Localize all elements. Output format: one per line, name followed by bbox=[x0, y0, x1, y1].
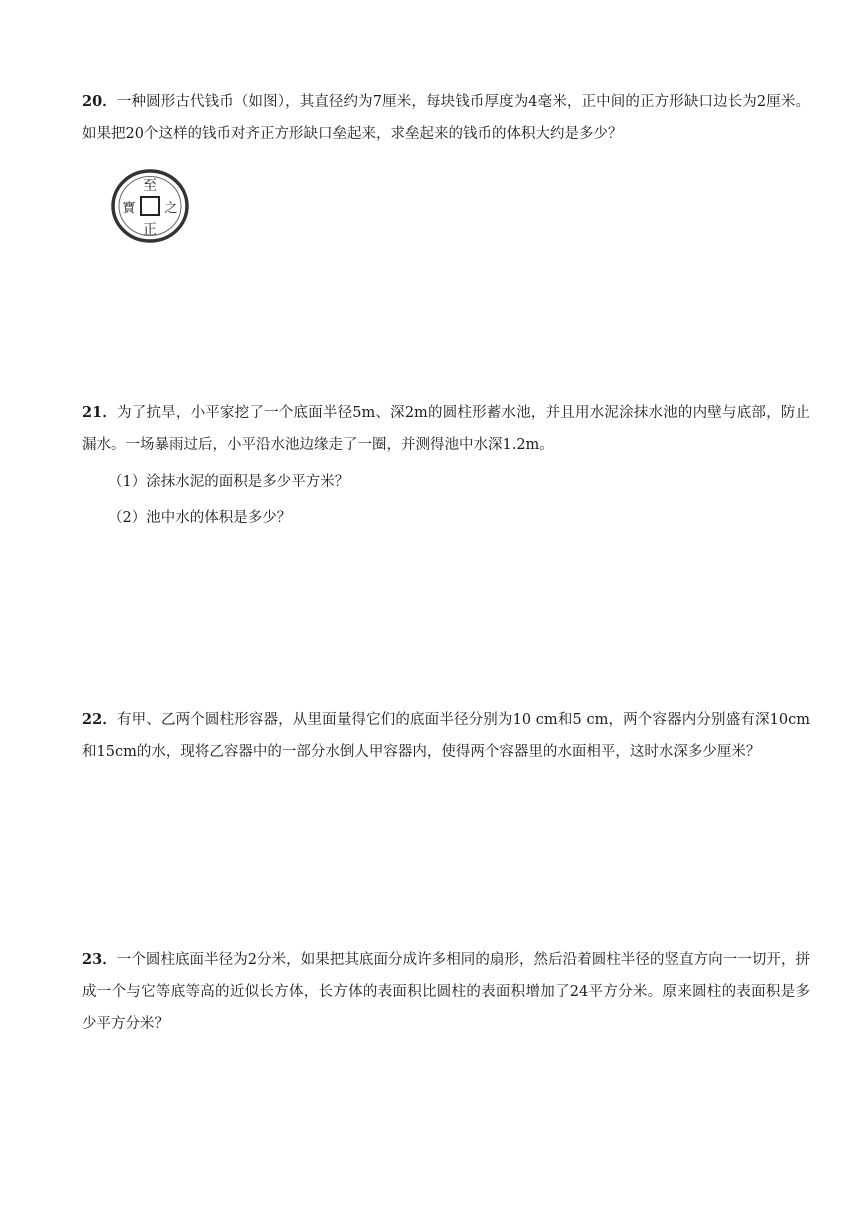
question-22-text bbox=[82, 704, 810, 768]
question-body: 为了抗旱，小平家挖了一个底面半径5m、深2m的圆柱形蓄水池，并且用水泥涂抹水池的内壁与底部，防止漏水。一场暴雨过后，小平沿水池边缘走了一圈，并测得池中水深1.2m。 bbox=[82, 405, 810, 453]
question-20 bbox=[82, 86, 810, 150]
question-body: 有甲、乙两个圆柱形容器，从里面量得它们的底面半径分别为10 cm和5 cm，两个容器内分别盛有深10cm和15cm的水，现将乙容器中的一部分水倒人甲容器内，使得两个容器里的水面相平，这时水深多少厘米？ bbox=[82, 712, 810, 760]
question-23 bbox=[82, 944, 810, 1040]
coin-char-top: 至 bbox=[143, 178, 157, 194]
coin-char-bottom: 正 bbox=[143, 222, 157, 238]
question-number: 22． bbox=[82, 711, 117, 728]
question-body: 一种圆形古代钱币（如图），其直径约为7厘米，每块钱币厚度为4毫米，正中间的正方形缺口边长为2厘米。如果把20个这样的钱币对齐正方形缺口垒起来，求垒起来的钱币的体积大约是多少？ bbox=[82, 94, 810, 142]
question-21-part-2: （2）池中水的体积是多少？ bbox=[108, 510, 292, 526]
question-22 bbox=[82, 704, 810, 768]
question-number: 23． bbox=[82, 951, 117, 968]
question-21-text bbox=[82, 397, 810, 461]
ancient-coin-icon bbox=[110, 168, 190, 244]
question-21 bbox=[82, 397, 810, 461]
question-23-text bbox=[82, 944, 810, 1040]
question-number: 21． bbox=[82, 404, 118, 421]
coin-char-left: 寶 bbox=[122, 201, 136, 216]
question-21-part-1: （1）涂抹水泥的面积是多少平方米？ bbox=[108, 474, 350, 490]
question-20-text bbox=[82, 86, 810, 150]
coin-char-right: 之 bbox=[164, 201, 178, 216]
question-number: 20． bbox=[82, 93, 117, 110]
question-body: 一个圆柱底面半径为2分米，如果把其底面分成许多相同的扇形，然后沿着圆柱半径的竖直方向一一切开，拼成一个与它等底等高的近似长方体，长方体的表面积比圆柱的表面积增加了24平方分米。原来圆柱的表面积是多少平方分米？ bbox=[82, 952, 810, 1032]
